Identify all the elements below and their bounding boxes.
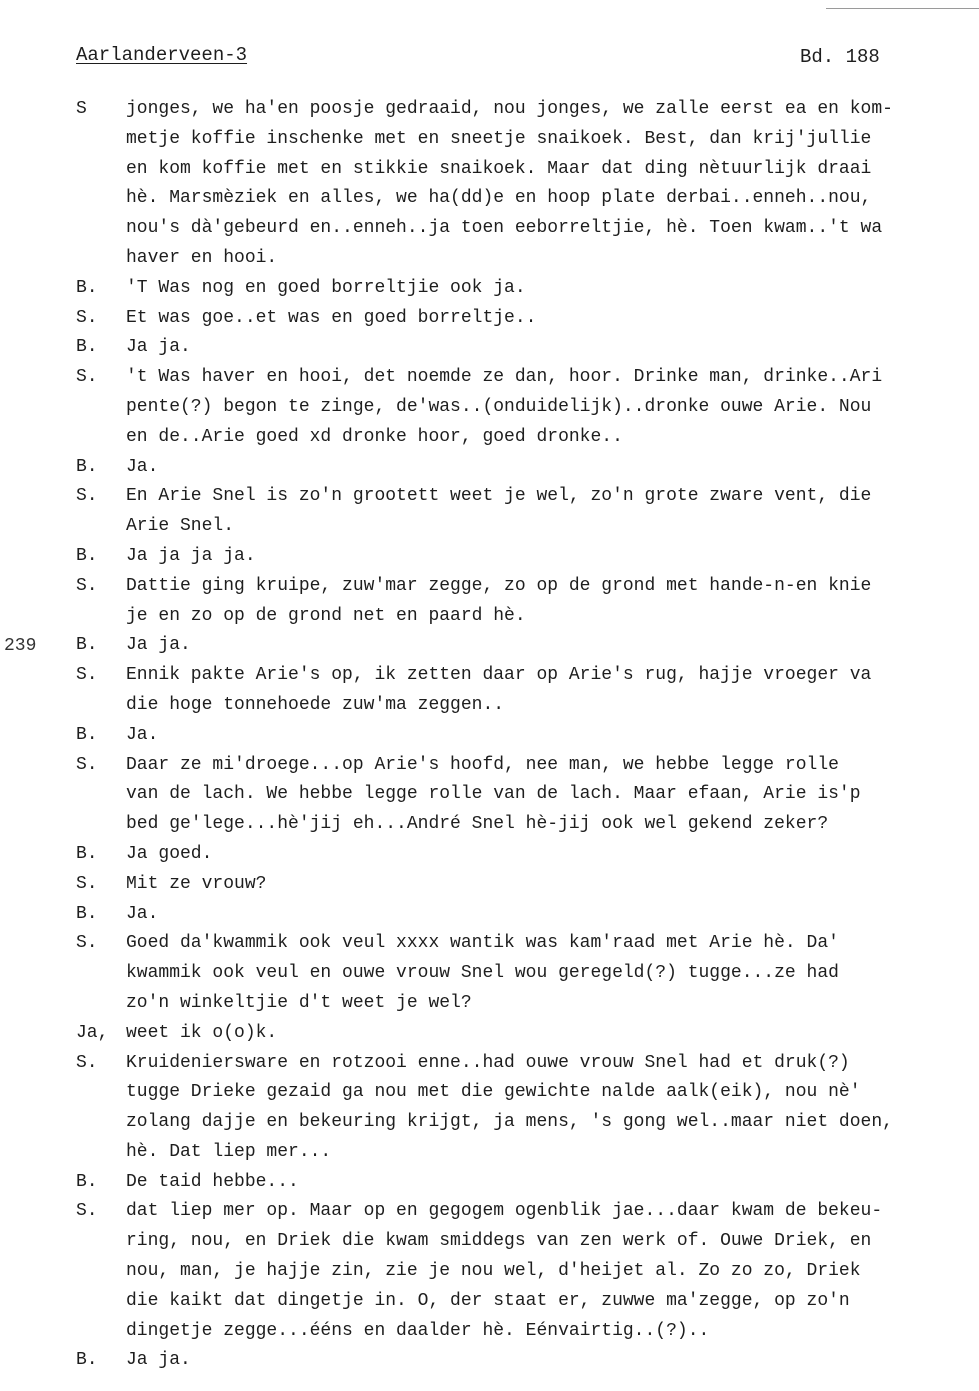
transcript-line: pente(?) begon te zinge, de'was..(onduidelijk)..dronke ouwe Arie. Nou	[126, 396, 872, 417]
speaker-label: S.	[76, 665, 98, 686]
transcript-line: dat liep mer op. Maar op en gegogem ogenblik jae...daar kwam de bekeu-	[126, 1201, 883, 1222]
transcript-line: metje koffie inschenke met en sneetje snaikoek. Best, dan krij'jullie	[126, 128, 872, 149]
speaker-label: B.	[76, 724, 98, 745]
transcript-turn	[0, 929, 979, 1018]
transcript-turn	[0, 274, 979, 304]
transcript-line: jonges, we ha'en poosje gedraaid, nou jonges, we zalle eerst ea en kom-	[126, 99, 893, 119]
transcript-turn	[0, 363, 979, 452]
transcript-body	[0, 95, 979, 1376]
speaker-label: S.	[76, 1201, 98, 1222]
transcript-line: tugge Drieke gezaid ga nou met die gewichte nalde aalk(eik), nou nè'	[126, 1082, 861, 1103]
transcript-turn	[0, 1197, 979, 1346]
transcript-line: Ja.	[126, 724, 159, 745]
speaker-label: S.	[76, 754, 98, 775]
speaker-label: S.	[76, 367, 98, 388]
transcript-line: Ja ja.	[126, 1350, 191, 1371]
transcript-line: hè. Dat liep mer...	[126, 1141, 332, 1162]
transcript-line: Et was goe..et was en goed borreltje..	[126, 307, 537, 328]
speaker-label: Ja,	[76, 1022, 109, 1043]
transcript-line: Ja ja ja ja.	[126, 545, 256, 566]
transcript-turn	[0, 661, 979, 721]
transcript-turn	[0, 333, 979, 363]
transcript-turn	[0, 631, 979, 661]
transcript-turn	[0, 304, 979, 334]
transcript-line: De taid hebbe...	[126, 1171, 299, 1192]
transcript-line: bed ge'lege...hè'jij eh...André Snel hè-jij ook wel gekend zeker?	[126, 814, 829, 835]
speaker-label: B.	[76, 545, 98, 566]
transcript-line: zo'n winkeltjie d't weet je wel?	[126, 992, 472, 1013]
speaker-label: B.	[76, 1171, 98, 1192]
transcript-line: je en zo op de grond net en paard hè.	[126, 605, 526, 626]
speaker-label: S.	[76, 307, 98, 328]
transcript-line: en kom koffie met en stikkie snaikoek. Maar dat ding nètuurlijk draai	[126, 158, 872, 179]
header-location: Aarlanderveen-3	[76, 44, 248, 66]
speaker-label: S.	[76, 873, 98, 894]
speaker-label: B.	[76, 843, 98, 864]
transcript-line: Ja ja.	[126, 337, 191, 358]
speaker-label: B.	[76, 456, 98, 477]
transcript-line: van de lach. We hebbe legge rolle van de lach. Maar efaan, Arie is'p	[126, 784, 861, 805]
transcript-line: Kruideniersware en rotzooi enne..had ouwe vrouw Snel had et druk(?)	[126, 1052, 850, 1073]
transcript-turn	[0, 542, 979, 572]
speaker-label: B.	[76, 277, 98, 298]
transcript-line: Ja ja.	[126, 635, 191, 656]
transcript-line: En Arie Snel is zo'n grootett weet je wel, zo'n grote zware vent, die	[126, 486, 872, 507]
transcript-turn	[0, 1049, 979, 1168]
transcript-line: Mit ze vrouw?	[126, 873, 267, 894]
transcript-line: Dattie ging kruipe, zuw'mar zegge, zo op de grond met hande-n-en knie	[126, 575, 872, 596]
transcript-line: dingetje zegge...ééns en daalder hè. Eénvairtig..(?)..	[126, 1320, 710, 1341]
corner-rule	[826, 8, 979, 9]
transcript-line: die hoge tonnehoede zuw'ma zeggen..	[126, 694, 505, 715]
speaker-label: S.	[76, 933, 98, 954]
transcript-line: en de..Arie goed xd dronke hoor, goed dronke..	[126, 426, 623, 447]
margin-page-number: 239	[4, 636, 37, 656]
transcript-turn	[0, 1019, 979, 1049]
speaker-label: S.	[76, 575, 98, 596]
transcript-turn	[0, 751, 979, 840]
transcript-turn	[0, 482, 979, 542]
transcript-line: hè. Marsmèziek en alles, we ha(dd)e en hoop plate derbai..enneh..nou,	[126, 188, 872, 209]
transcript-line: Ennik pakte Arie's op, ik zetten daar op Arie's rug, hajje vroeger va	[126, 665, 872, 686]
transcript-line: haver en hooi.	[126, 247, 278, 268]
transcript-line: weet ik o(o)k.	[126, 1022, 278, 1043]
transcript-line: Ja.	[126, 456, 159, 477]
transcript-line: 'T Was nog en goed borreltjie ook ja.	[126, 277, 526, 298]
transcript-line: Ja.	[126, 903, 159, 924]
transcript-turn	[0, 453, 979, 483]
transcript-turn	[0, 1346, 979, 1376]
speaker-label: S.	[76, 486, 98, 507]
speaker-label: S.	[76, 1052, 98, 1073]
transcript-line: Ja goed.	[126, 843, 213, 864]
transcript-turn	[0, 900, 979, 930]
speaker-label: S	[76, 99, 87, 119]
transcript-line: zolang dajje en bekeuring krijgt, ja mens, 's gong wel..maar niet doen,	[126, 1112, 893, 1133]
transcript-line: ring, nou, en Driek die kwam smiddegs van zen werk of. Ouwe Driek, en	[126, 1231, 872, 1252]
transcript-turn	[0, 721, 979, 751]
transcript-turn	[0, 1168, 979, 1198]
transcript-line: nou's dà'gebeurd en..enneh..ja toen eeborreltjie, hè. Toen kwam..'t wa	[126, 218, 883, 239]
transcript-line: kwammik ook veul en ouwe vrouw Snel wou geregeld(?) tugge...ze had	[126, 963, 839, 984]
speaker-label: B.	[76, 635, 98, 656]
transcript-line: Goed da'kwammik ook veul xxxx wantik was kam'raad met Arie hè. Da'	[126, 933, 839, 954]
transcript-line: Arie Snel.	[126, 516, 235, 537]
speaker-label: B.	[76, 337, 98, 358]
transcript-turn	[0, 95, 979, 274]
header-page-ref: Bd. 188	[800, 46, 880, 68]
transcript-line: 't Was haver en hooi, det noemde ze dan, hoor. Drinke man, drinke..Ari	[126, 367, 883, 388]
transcript-turn	[0, 840, 979, 870]
transcript-line: die kaikt dat dingetje in. O, der staat er, zuwwe ma'zegge, op zo'n	[126, 1290, 850, 1311]
transcript-turn	[0, 870, 979, 900]
speaker-label: B.	[76, 903, 98, 924]
transcript-line: nou, man, je hajje zin, zie je nou wel, d'heijet al. Zo zo zo, Driek	[126, 1261, 861, 1282]
transcript-turn	[0, 572, 979, 632]
speaker-label: B.	[76, 1350, 98, 1371]
transcript-line: Daar ze mi'droege...op Arie's hoofd, nee man, we hebbe legge rolle	[126, 754, 839, 775]
